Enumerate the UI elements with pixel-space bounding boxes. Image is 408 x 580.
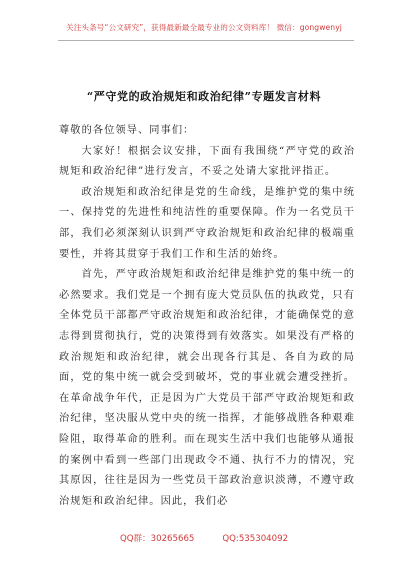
footer-contacts bbox=[0, 532, 408, 544]
paragraph-intro: 政治规矩和政治纪律是党的生命线，是维护党的集中统一、保持党的先进性和纯洁性的重要保障。作为一名党员干部，我们必须深刻认识到严守政治规矩和政治纪律的极端重要性，并将其贯穿于我们工作和生活的始终。 bbox=[59, 186, 355, 260]
document-title: “严守党的政治规矩和政治纪律”专题发言材料 bbox=[86, 90, 322, 103]
salutation: 尊敬的各位领导、同事们： bbox=[59, 125, 195, 136]
footer-qq-number: QQ:535304092 bbox=[222, 534, 289, 544]
header-banner: 关注头条号“公文研究”，获得最新最全最专业的公文资料库！ 微信：gongwenyj bbox=[66, 23, 342, 32]
footer-qq-group: QQ群：30265665 bbox=[119, 534, 195, 544]
paragraph-first-point: 首先，严守政治规矩和政治纪律是维护党的集中统一的必然要求。我们党是一个拥有庞大党员队伍的执政党，只有全体党员干部都严守政治规矩和政治纪律，才能确保党的意志得到贯彻执行，党的决策得到有效落实。如果没有严格的政治规矩和政治纪律，就会出现各行其是、各自为政的局面，党的集中统一就会受到破坏，党的事业就会遭受挫折。在革命战争年代，正是因为广大党员干部严守政治规矩和政治纪律，坚决服从党中央的统一指挥，才能够战胜各种艰难险阻，取得革命的胜利。而在现实生活中我们也能够从通报的案例中看到一些部门出现政令不通、执行不力的情况，究其原因，往往是因为一些党员干部政治意识淡薄，不遵守政治规矩和政治纪律。因此，我们必 bbox=[59, 269, 355, 507]
document-body bbox=[59, 121, 355, 512]
header-divider bbox=[58, 40, 354, 41]
paragraph-greeting: 大家好！根据会议安排，下面有我围绕“严守党的政治规矩和政治纪律”进行发言，不妥之处请大家批评指正。 bbox=[59, 145, 355, 178]
